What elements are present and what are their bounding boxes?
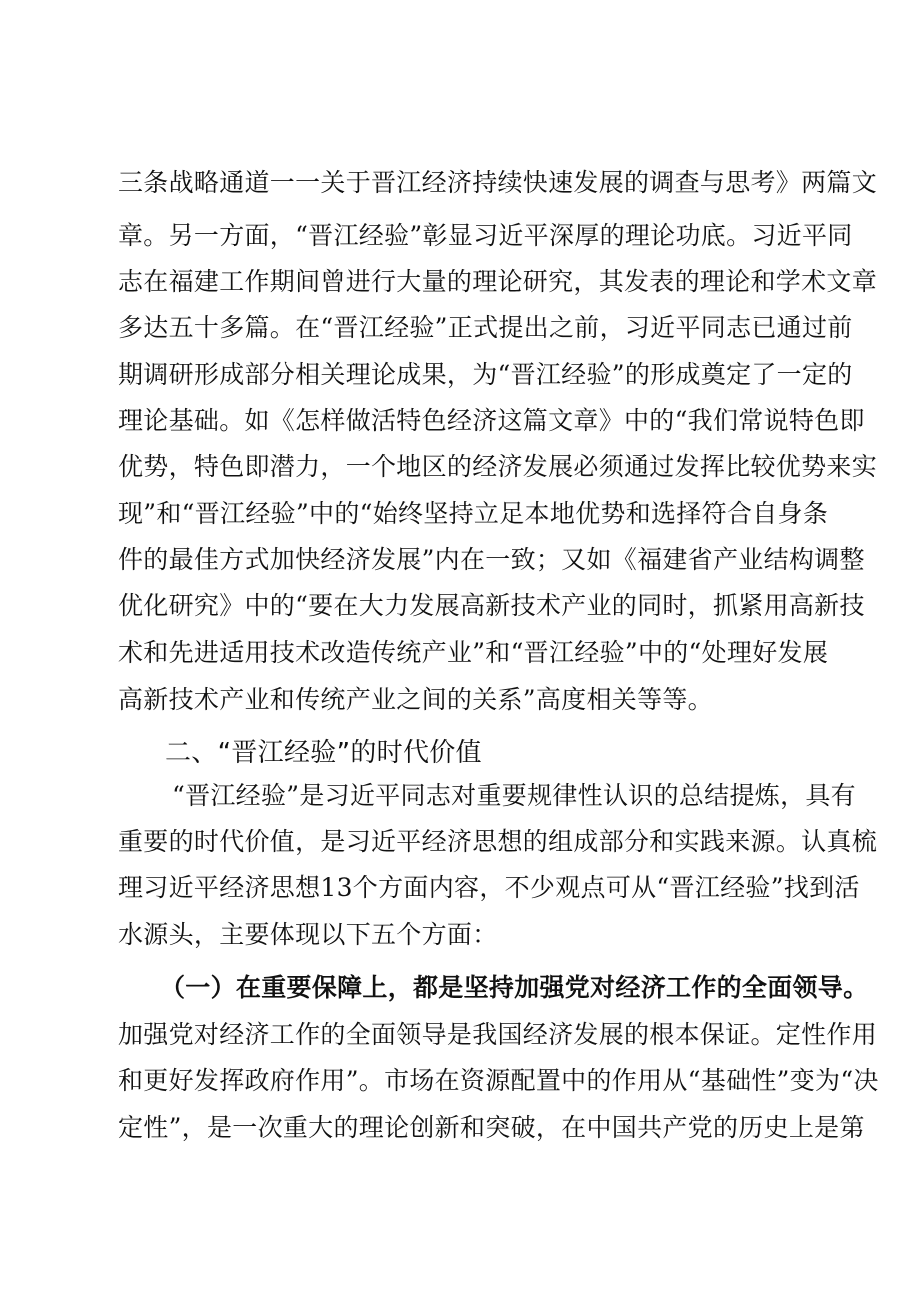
- paragraph3-line: 和更好发挥政府作用”。市场在资源配置中的作用从“基础性”变为“决: [118, 1066, 879, 1095]
- paragraph3-line: 加强党对经济工作的全面领导是我国经济发展的根本保证。定性作用: [118, 1020, 878, 1049]
- subheading: （一）在重要保障上，都是坚持加强党对经济工作的全面领导。: [160, 973, 869, 1002]
- paragraph1-line: 术和先进适用技术改造传统产业”和“晋江经验”中的“处理好发展: [118, 638, 829, 667]
- paragraph1-line: 章。另一方面，“晋江经验”彰显习近平深厚的理论功底。习近平同: [118, 221, 853, 250]
- paragraph1-line: 件的最佳方式加快经济发展”内在一致；又如《福建省产业结构调整: [118, 545, 865, 574]
- section-heading: 二、“晋江经验”的时代价值: [165, 738, 482, 768]
- paragraph1-line: 现”和“晋江经验”中的“始终坚持立足本地优势和选择符合自身条: [118, 499, 829, 528]
- paragraph1-line: 多达五十多篇。在“晋江经验”正式提出之前，习近平同志已通过前: [118, 313, 853, 342]
- paragraph1-line: 三条战略通道一一关于晋江经济持续快速发展的调查与思考》两篇文: [118, 168, 878, 197]
- paragraph1-line: 高新技术产业和传统产业之间的关系”高度相关等等。: [118, 685, 713, 714]
- paragraph2-line: 水源头，主要体现以下五个方面：: [118, 920, 498, 949]
- paragraph1-line: 优势，特色即潜力，一个地区的经济发展必须通过发挥比较优势来实: [118, 452, 878, 481]
- paragraph1-line: 志在福建工作期间曾进行大量的理论研究，其发表的理论和学术文章: [118, 267, 878, 296]
- paragraph1-line: 期调研形成部分相关理论成果，为“晋江经验”的形成奠定了一定的: [118, 360, 853, 389]
- paragraph1-line: 理论基础。如《怎样做活特色经济这篇文章》中的“我们常说特色即: [118, 406, 865, 435]
- paragraph2-line: 重要的时代价值，是习近平经济思想的组成部分和实践来源。认真梳: [118, 827, 878, 856]
- paragraph2-line: 理习近平经济思想13个方面内容，不少观点可从“晋江经验”找到活: [118, 873, 860, 902]
- paragraph2-line: “晋江经验”是习近平同志对重要规律性认识的总结提炼，具有: [172, 781, 856, 810]
- paragraph1-line: 优化研究》中的“要在大力发展高新技术产业的同时，抓紧用高新技: [118, 591, 865, 620]
- paragraph3-line: 定性”，是一次重大的理论创新和突破，在中国共产党的历史上是第: [118, 1113, 865, 1142]
